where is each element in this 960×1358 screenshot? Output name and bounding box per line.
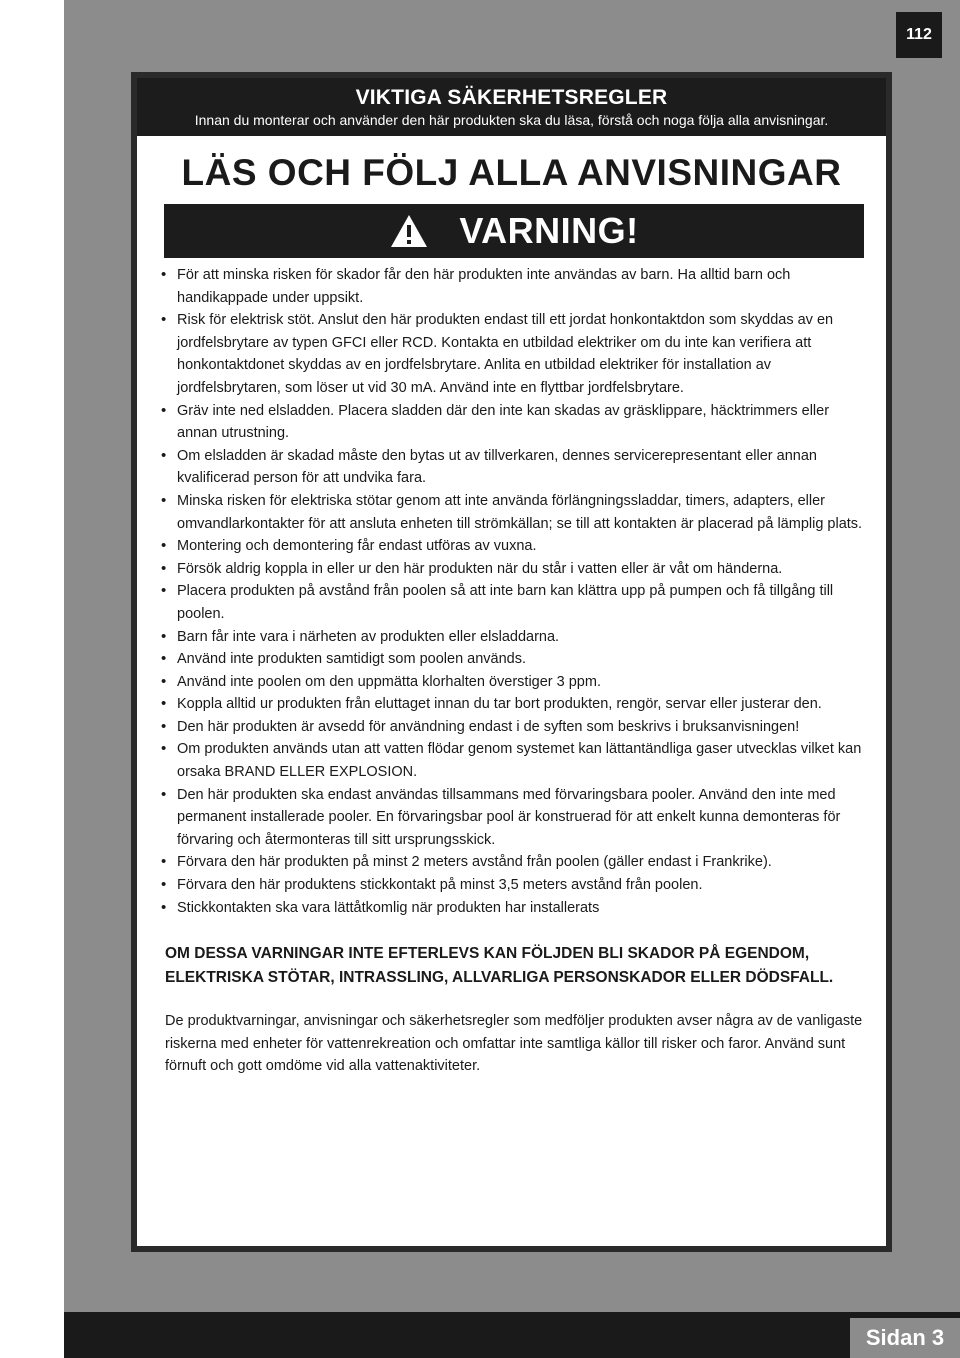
list-item: • Förvara den här produktens stickkontakt på minst 3,5 meters avstånd från poolen. (159, 874, 871, 897)
page-number-badge: 112 (896, 12, 942, 58)
disclaimer-text: De produktvarningar, anvisningar och säkerhetsregler som medföljer produkten avser några av de vanligaste riskerna med enheter för vattenrekreation och omfattar inte samtliga källor till risker och faror. Använd sunt förnuft och gott omdöme vid alla vattenaktiviteter. (165, 1013, 863, 1075)
list-item: • Den här produkten är avsedd för användning endast i de syften som beskrivs i bruksanvisningen! (159, 716, 871, 739)
warning-label: VARNING! (459, 210, 639, 251)
list-item: • Använd inte poolen om den uppmätta klorhalten överstiger 3 ppm. (159, 671, 871, 694)
list-item: • Den här produkten ska endast användas tillsammans med förvaringsbara pooler. Använd den inte med permanent installerade pooler. En förvaringsbar pool är konstruerad för att enkelt kunna demonteras för förvaring och återmonteras till sitt ursprungsskick. (159, 784, 871, 852)
list-item: • Koppla alltid ur produkten från eluttaget innan du tar bort produkten, rengör, servar eller justerar den. (159, 693, 871, 716)
header-bar (137, 78, 886, 136)
left-margin (0, 0, 64, 1358)
footer-bar (64, 1312, 960, 1358)
list-item: • Om elsladden är skadad måste den bytas ut av tillverkaren, dennes servicerepresentant eller annan kvalificerad person för att undvika fara. (159, 445, 871, 490)
list-item: • Gräv inte ned elsladden. Placera sladden där den inte kan skadas av gräsklippare, häcktrimmers eller annan utrustning. (159, 400, 871, 445)
list-item: • För att minska risken för skador får den här produkten inte användas av barn. Ha alltid barn och handikappade under uppsikt. (159, 264, 871, 309)
header-subtitle: Innan du monterar och använder den här produkten ska du läsa, förstå och noga följa alla anvisningar. (194, 112, 829, 128)
list-item: • Barn får inte vara i närheten av produkten eller elsladdarna. (159, 626, 871, 649)
list-item: • Risk för elektrisk stöt. Anslut den här produkten endast till ett jordat honkontaktdon som skyddas av en jordfelsbrytare av typen GFCI eller RCD. Kontakta en utbildad elektriker om du inte kan verifiera att honkontaktdonet skyddas av en jordfelsbrytare. Anlita en utbildad elektriker för installation av jordfelsbrytaren, som löser ut vid 30 mA. Använd inte en flyttbar jordfelsbrytare. (159, 309, 871, 399)
warning-bar (164, 204, 864, 258)
list-item: • Förvara den här produkten på minst 2 meters avstånd från poolen (gäller endast i Frankrike). (159, 851, 871, 874)
list-item: • Stickkontakten ska vara lättåtkomlig när produkten har installerats (159, 897, 871, 920)
header-title: VIKTIGA SÄKERHETSREGLER (355, 86, 668, 109)
list-item: • Om produkten används utan att vatten flödar genom systemet kan lättantändliga gaser utvecklas vilket kan orsaka BRAND ELLER EXPLOSION. (159, 738, 871, 783)
warning-list (159, 264, 871, 919)
list-item: • Försök aldrig koppla in eller ur den här produkten när du står i vatten eller är våt om händerna. (159, 558, 871, 581)
consequence-warning: OM DESSA VARNINGAR INTE EFTERLEVS KAN FÖLJDEN BLI SKADOR PÅ EGENDOM, ELEKTRISKA STÖTAR, INTRASSLING, ALLVARLIGA PERSONSKADOR ELLER DÖDSFALL. (165, 945, 834, 986)
safety-panel (131, 72, 892, 1252)
list-item: • Placera produkten på avstånd från poolen så att inte barn kan klättra upp på pumpen och få tillgång till poolen. (159, 580, 871, 625)
footer-page-label: Sidan 3 (850, 1318, 960, 1358)
main-heading: LÄS OCH FÖLJ ALLA ANVISNINGAR (181, 152, 842, 193)
list-item: • Använd inte produkten samtidigt som poolen används. (159, 648, 871, 671)
warning-triangle-icon (389, 213, 429, 249)
list-item: • Minska risken för elektriska stötar genom att inte använda förlängningssladdar, timers, adapters, eller omvandlarkontakter för att ansluta enheten till strömkällan; se till att kontakten är placerad på lämplig plats. (159, 490, 871, 535)
list-item: • Montering och demontering får endast utföras av vuxna. (159, 535, 871, 558)
